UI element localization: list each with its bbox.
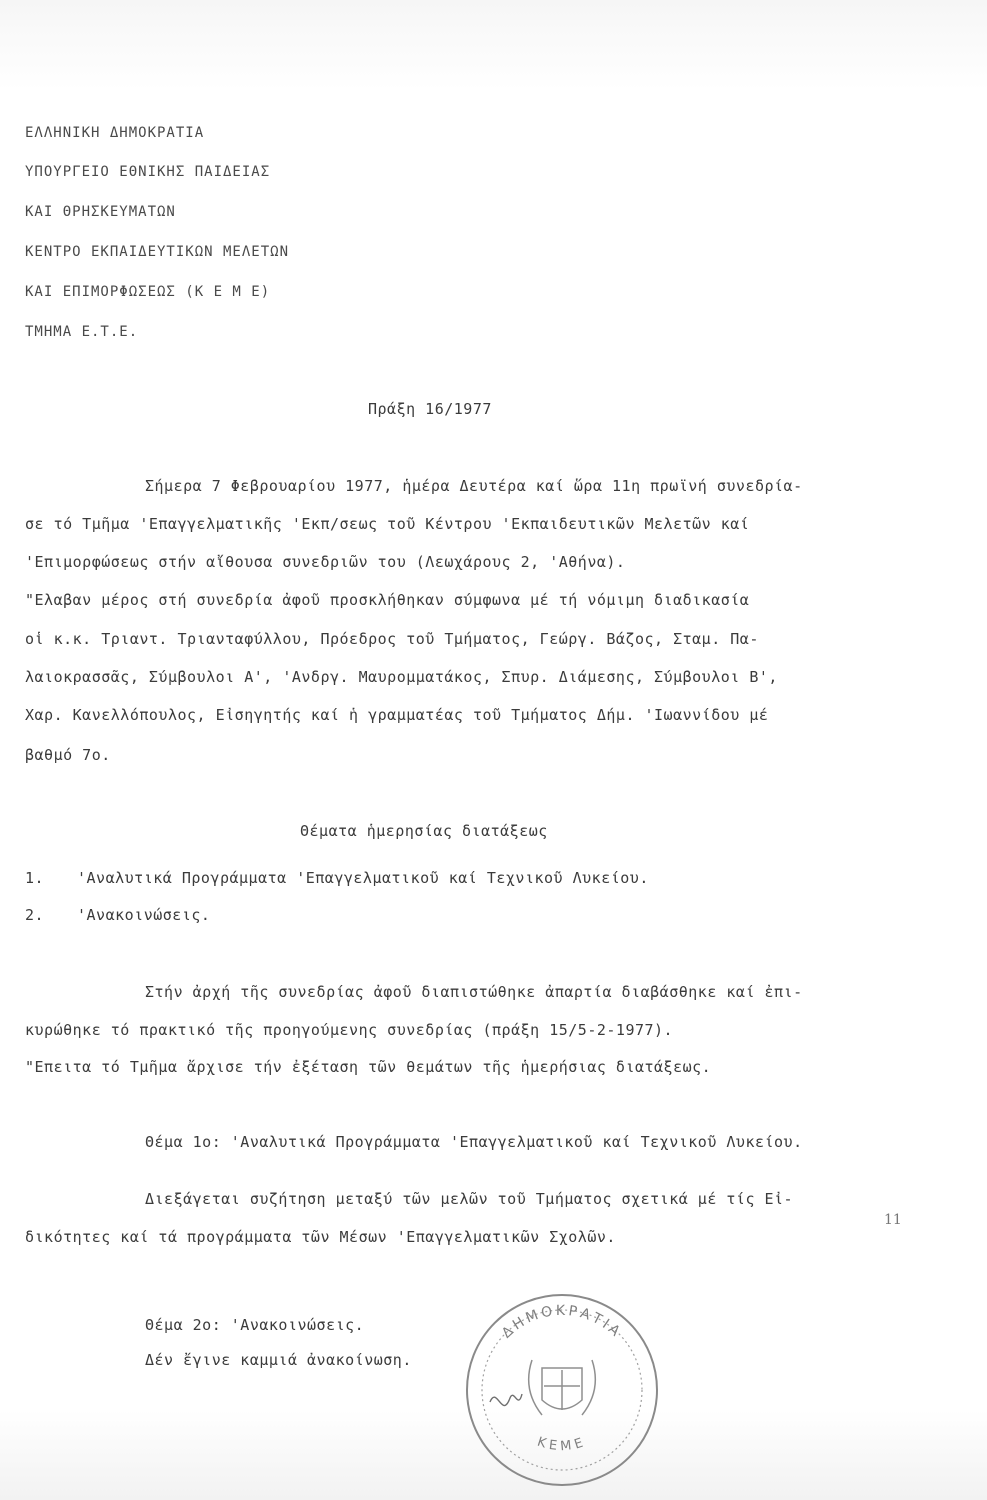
document-title: Πράξη 16/1977 [368, 400, 492, 418]
topic2-line: Δέν ἔγινε καμμιά ἀνακοίνωση. [145, 1351, 412, 1369]
topic1-line-1: Διεξάγεται συζήτηση μεταξύ τῶν μελῶν τοῦ Τμήματος σχετικά μέ τίς Εἰ- [145, 1190, 794, 1208]
margin-page-mark: 11 [884, 1212, 902, 1228]
agenda-heading: Θέματα ἡμερησίας διατάξεως [300, 822, 548, 840]
header-line-2: ΥΠΟΥΡΓΕΙΟ ΕΘΝΙΚΗΣ ΠΑΙΔΕΙΑΣ [25, 164, 271, 180]
official-seal-stamp [462, 1290, 662, 1490]
intro-line-4: "Ελαβαν μέρος στή συνεδρία ἀφοῦ προσκλήθηκαν σύμφωνα μέ τή νόμιμη διαδικασία [25, 591, 750, 609]
intro-line-3: 'Επιμορφώσεως στήν αἴθουσα συνεδριῶν του (Λεωχάρους 2, 'Αθήνα). [25, 553, 626, 571]
topic1-heading: Θέμα 1ο: 'Αναλυτικά Προγράμματα 'Επαγγελματικοῦ καί Τεχνικοῦ Λυκείου. [145, 1133, 803, 1151]
intro-line-7: Χαρ. Κανελλόπουλος, Εἰσηγητής καί ἡ γραμματέας τοῦ Τμήματος Δήμ. 'Ιωαννίδου μέ [25, 706, 769, 724]
header-line-3: ΚΑΙ ΘΡΗΣΚΕΥΜΑΤΩΝ [25, 204, 176, 220]
topic2-heading: Θέμα 2ο: 'Ανακοινώσεις. [145, 1316, 365, 1334]
opening-line-2: κυρώθηκε τό πρακτικό τῆς προηγούμενης συνεδρίας (πράξη 15/5-2-1977). [25, 1021, 674, 1039]
header-line-4: ΚΕΝΤΡΟ ΕΚΠΑΙΔΕΥΤΙΚΩΝ ΜΕΛΕΤΩΝ [25, 244, 290, 260]
opening-line-1: Στήν ἀρχή τῆς συνεδρίας ἀφοῦ διαπιστώθηκε ἀπαρτία διαβάσθηκε καί ἐπι- [145, 983, 803, 1001]
header-line-6: ΤΜΗΜΑ Ε.Τ.Ε. [25, 324, 139, 340]
agenda-item-number: 1. [25, 869, 45, 887]
intro-line-2: σε τό Τμῆμα 'Επαγγελματικῆς 'Εκπ/σεως τοῦ Κέντρου 'Εκπαιδευτικῶν Μελετῶν καί [25, 515, 750, 533]
intro-line-6: λαιοκρασσᾶς, Σύμβουλοι Α', 'Ανδργ. Μαυρομματάκος, Σπυρ. Διάμεσης, Σύμβουλοι Β', [25, 668, 778, 686]
intro-line-8: βαθμό 7ο. [25, 746, 111, 764]
seal-bottom-text: ΚΕΜΕ [535, 1434, 589, 1455]
agenda-item [25, 906, 210, 924]
coat-of-arms-icon [529, 1360, 596, 1415]
opening-line-3: "Επειτα τό Τμῆμα ἄρχισε τήν ἐξέταση τῶν θεμάτων τῆς ἡμερήσιας διατάξεως. [25, 1058, 712, 1076]
agenda-item [25, 869, 649, 887]
agenda-item-number: 2. [25, 906, 45, 924]
header-line-1: ΕΛΛΗΝΙΚΗ ΔΗΜΟΚΡΑΤΙΑ [25, 125, 205, 141]
agenda-item-text: 'Αναλυτικά Προγράμματα 'Επαγγελματικοῦ καί Τεχνικοῦ Λυκείου. [77, 869, 649, 887]
seal-top-text: ΔΗΜΟΚΡΑΤΙΑ [498, 1302, 626, 1342]
agenda-item-text: 'Ανακοινώσεις. [77, 906, 211, 924]
intro-line-1: Σήμερα 7 Φεβρουαρίου 1977, ἡμέρα Δευτέρα καί ὥρα 11η πρωϊνή συνεδρία- [145, 477, 803, 495]
handwritten-signature [490, 1394, 522, 1406]
topic1-line-2: δικότητες καί τά προγράμματα τῶν Μέσων 'Επαγγελματικῶν Σχολῶν. [25, 1228, 616, 1246]
header-line-5: ΚΑΙ ΕΠΙΜΟΡΦΩΣΕΩΣ (Κ Ε Μ Ε) [25, 284, 271, 300]
intro-line-5: οἱ κ.κ. Τριαντ. Τριανταφύλλου, Πρόεδρος τοῦ Τμήματος, Γεώργ. Βάζος, Σταμ. Πα- [25, 630, 759, 648]
